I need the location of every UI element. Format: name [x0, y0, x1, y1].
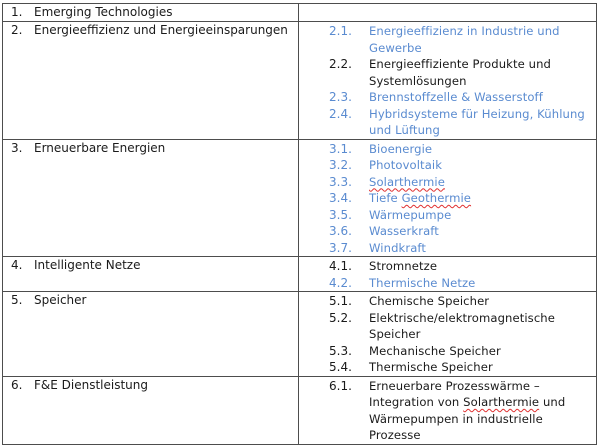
main-topic-label: Intelligente Netze [34, 258, 141, 272]
topic-row [3, 139, 597, 257]
main-topic-label: Speicher [34, 293, 87, 307]
main-topic-cell [3, 257, 299, 292]
sub-topic [299, 293, 596, 310]
main-topic-cell [3, 139, 299, 257]
sub-topic-number: 3.3. [329, 174, 352, 189]
sub-topic-text: Erneuerbare Prozesswärme – Integration von [369, 378, 540, 409]
sub-topic [299, 343, 596, 360]
spellcheck-flagged-word: Solarthermie [369, 174, 445, 189]
sub-topic-list [299, 292, 596, 376]
sub-topic-text: Energieeffizienz in Industrie und Gewerbe [369, 24, 560, 55]
sub-topic-cell [299, 376, 597, 444]
sub-topic-number: 3.7. [329, 240, 352, 255]
sub-topic-text: Bioenergie [369, 141, 433, 156]
sub-topic [299, 359, 596, 376]
sub-topic-label [369, 207, 596, 224]
main-topic-number: 6. [11, 377, 23, 392]
sub-topic-number: 3.2. [329, 158, 352, 172]
topic-row [3, 257, 597, 292]
sub-topic-list [299, 140, 596, 257]
sub-topic-cell [299, 139, 597, 257]
sub-topic [299, 258, 596, 275]
sub-topic-label [369, 157, 596, 174]
main-topic [3, 22, 298, 39]
sub-topic [299, 23, 596, 56]
sub-topic [299, 56, 596, 89]
sub-topic-label [369, 293, 596, 310]
main-topic-label: Energieeffizienz und Energieeinsparungen [34, 23, 288, 37]
sub-topic-label [369, 106, 596, 139]
sub-topic-number: 4.2. [329, 275, 352, 290]
topic-row [3, 292, 597, 377]
sub-topic [299, 157, 596, 174]
sub-topic-text: Hybridsysteme für Heizung, Kühlung und Lüftung [369, 106, 585, 137]
main-topic [3, 140, 298, 157]
sub-topic [299, 207, 596, 224]
spellcheck-flagged-word: Geothermie [401, 191, 472, 205]
sub-topic-label [369, 310, 596, 343]
sub-topic-label [369, 89, 596, 106]
sub-topic-label [369, 190, 596, 207]
sub-topic-label [369, 141, 596, 158]
sub-topic-label [369, 56, 596, 89]
main-topic [3, 257, 298, 274]
sub-topic-text: Thermische Speicher [369, 360, 493, 374]
sub-topic-number: 3.4. [329, 191, 352, 205]
topic-row [3, 376, 597, 444]
main-topic-cell [3, 4, 299, 22]
sub-topic [299, 174, 596, 191]
sub-topic [299, 378, 596, 444]
main-topic-number: 4. [11, 258, 23, 272]
sub-topic [299, 141, 596, 158]
sub-topic-label [369, 23, 596, 56]
sub-topic-label [369, 223, 596, 240]
sub-topic-cell [299, 257, 597, 292]
sub-topic-text: Tiefe [369, 191, 402, 205]
sub-topic-number: 3.1. [329, 141, 352, 156]
sub-topic-list [299, 377, 596, 444]
sub-topic-label [369, 258, 596, 275]
sub-topic-text: Wasserkraft [369, 224, 439, 238]
sub-topic-label [369, 240, 596, 257]
main-topic-label: Erneuerbare Energien [34, 140, 166, 155]
sub-topic-list [299, 257, 596, 291]
sub-topic-text: Mechanische Speicher [369, 343, 501, 358]
sub-topic-text: Thermische Netze [369, 275, 476, 290]
sub-topic-number: 4.1. [329, 259, 352, 273]
sub-topic-label [369, 378, 596, 444]
sub-topic-label [369, 275, 596, 292]
sub-topic-label [369, 174, 596, 191]
sub-topic-number: 5.2. [329, 310, 352, 325]
sub-topic-text: Energieeffiziente Produkte und Systemlösungen [369, 57, 551, 88]
sub-topic-number: 2.2. [329, 57, 352, 71]
main-topic-cell [3, 376, 299, 444]
main-topic-number: 5. [11, 293, 23, 307]
sub-topic-text: Elektrische/elektromagnetische Speicher [369, 310, 555, 341]
sub-topic-text: Photovoltaik [369, 158, 443, 172]
sub-topic-number: 5.1. [329, 294, 352, 308]
topic-row [3, 22, 597, 140]
sub-topic-number: 3.6. [329, 224, 352, 238]
sub-topic-list [299, 22, 596, 139]
sub-topic-number: 3.5. [329, 207, 352, 222]
sub-topic [299, 106, 596, 139]
sub-topic-text: Stromnetze [369, 259, 438, 273]
sub-topic [299, 310, 596, 343]
sub-topic-text: Brennstoffzelle & Wasserstoff [369, 90, 543, 104]
topic-table [2, 3, 597, 445]
main-topic-number: 3. [11, 140, 23, 155]
sub-topic [299, 223, 596, 240]
topic-row [3, 4, 597, 22]
main-topic-cell [3, 22, 299, 140]
sub-topic-number: 6.1. [329, 378, 352, 393]
main-topic-number: 1. [11, 5, 23, 19]
sub-topic-text: Chemische Speicher [369, 294, 490, 308]
sub-topic-cell [299, 292, 597, 377]
sub-topic-number: 2.4. [329, 106, 352, 121]
sub-topic [299, 89, 596, 106]
main-topic-cell [3, 292, 299, 377]
sub-topic [299, 190, 596, 207]
main-topic [3, 4, 298, 21]
sub-topic-label [369, 359, 596, 376]
sub-topic-number: 5.4. [329, 360, 352, 374]
sub-topic-number: 2.3. [329, 90, 352, 104]
main-topic [3, 292, 298, 309]
sub-topic-number: 2.1. [329, 24, 352, 38]
main-topic-label: Emerging Technologies [34, 5, 173, 19]
main-topic-label: F&E Dienstleistung [34, 377, 149, 392]
sub-topic-text: Wärmepumpe [369, 207, 452, 222]
sub-topic-number: 5.3. [329, 343, 352, 358]
main-topic [3, 377, 298, 394]
sub-topic-cell [299, 4, 597, 22]
sub-topic-cell [299, 22, 597, 140]
sub-topic-label [369, 343, 596, 360]
sub-topic-text-continued: und Wärmepumpen in industrielle Prozesse [369, 395, 566, 442]
topic-table-body [3, 4, 597, 445]
main-topic-number: 2. [11, 23, 23, 37]
spellcheck-flagged-word: Solarthermie [463, 395, 540, 409]
sub-topic [299, 240, 596, 257]
sub-topic [299, 275, 596, 292]
sub-topic-text: Windkraft [369, 240, 427, 255]
